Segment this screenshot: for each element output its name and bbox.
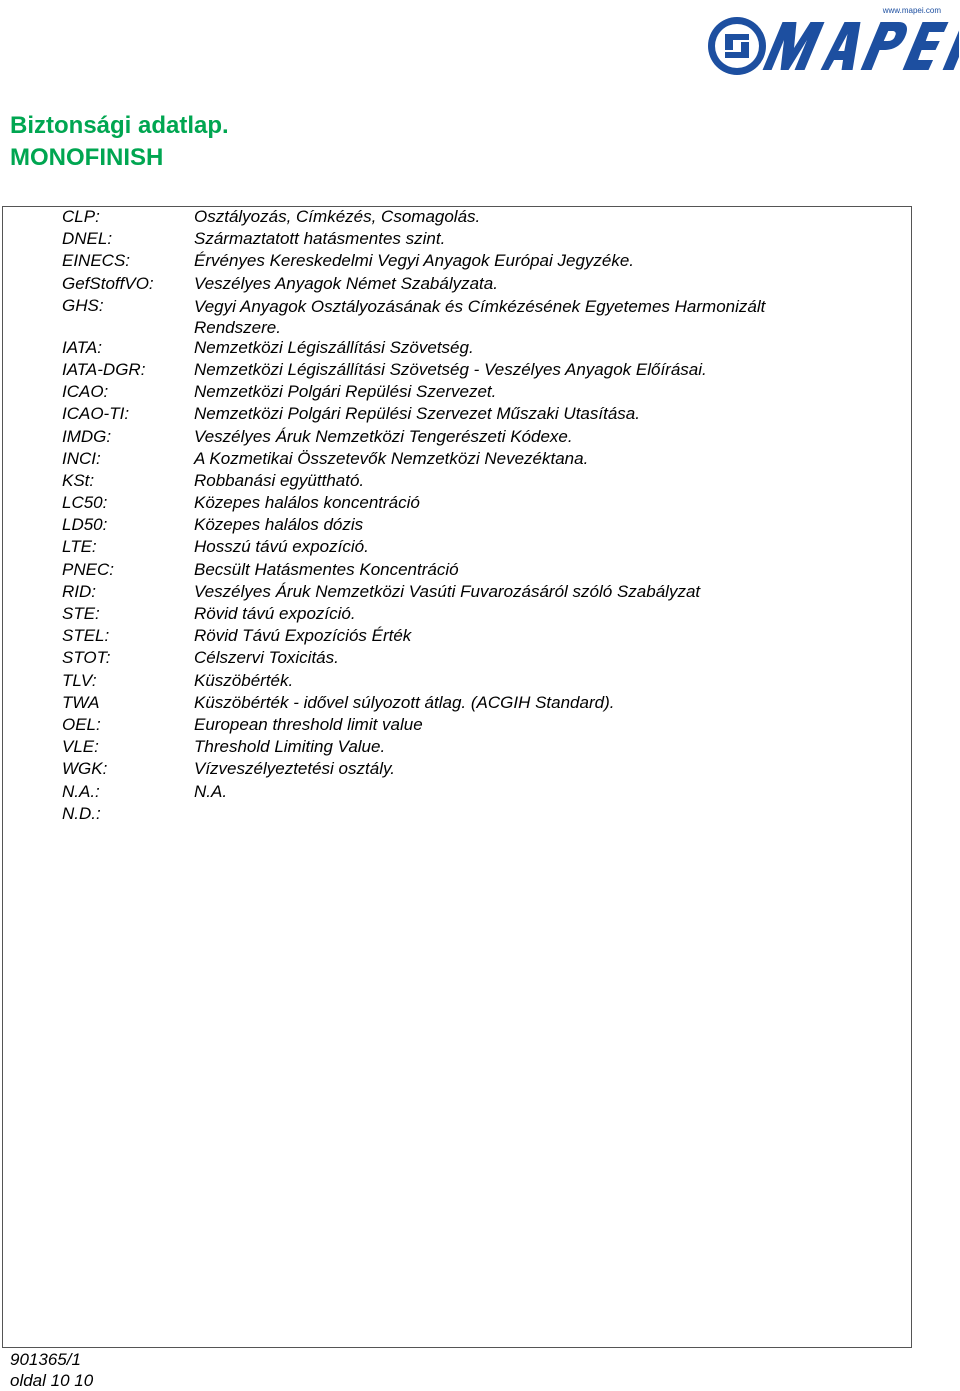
mapei-logo — [697, 4, 959, 77]
definition: Vízveszélyeztetési osztály. — [194, 759, 395, 779]
abbreviation: GHS: — [62, 295, 104, 315]
definition: Threshold Limiting Value. — [194, 737, 386, 757]
definition: Osztályozás, Címkézés, Csomagolás. — [194, 207, 481, 226]
abbreviation: LTE: — [62, 537, 97, 557]
definition: Veszélyes Áruk Nemzetközi Vasúti Fuvarozásáról szóló Szabályzat — [194, 581, 701, 601]
abbreviation: OEL: — [62, 714, 101, 734]
abbreviation: STEL: — [62, 626, 110, 646]
definition: Célszervi Toxicitás. — [194, 648, 339, 668]
definition: European threshold limit value — [194, 714, 423, 734]
abbreviation: STOT: — [62, 648, 111, 668]
document-number: 901365/1 — [10, 1350, 81, 1369]
definition: Nemzetközi Légiszállítási Szövetség. — [194, 337, 474, 357]
abbreviation: TWA — [62, 692, 100, 712]
abbreviation: IATA: — [62, 337, 102, 357]
document-title: Biztonsági adatlap. — [10, 112, 229, 139]
abbreviation: WGK: — [62, 759, 108, 779]
definition: Becsült Hatásmentes Koncentráció — [194, 559, 459, 579]
definition: Veszélyes Anyagok Német Szabályzata. — [194, 273, 498, 293]
definition: Veszélyes Áruk Nemzetközi Tengerészeti Kódexe. — [194, 426, 573, 446]
abbreviation: INCI: — [62, 448, 101, 468]
abbreviation: IMDG: — [62, 426, 112, 446]
definition: Hosszú távú expozíció. — [194, 537, 369, 557]
definition: Rövid távú expozíció. — [194, 604, 356, 623]
abbreviation: DNEL: — [62, 229, 113, 249]
abbreviation: LC50: — [62, 493, 108, 513]
abbreviation: IATA-DGR: — [62, 359, 146, 379]
page-number: oldal 10 10 — [10, 1371, 94, 1390]
abbreviation: N.A.: — [62, 781, 100, 801]
abbreviation: KSt: — [62, 470, 95, 490]
definition: Nemzetközi Légiszállítási Szövetség - Veszélyes Anyagok Előírásai. — [194, 359, 707, 379]
abbreviation: TLV: — [62, 670, 97, 690]
abbreviation: EINECS: — [62, 251, 131, 271]
logo-url-text: www.mapei.com — [882, 6, 941, 15]
abbreviation: GefStoffVO: — [62, 273, 154, 293]
definition: A Kozmetikai Összetevők Nemzetközi Nevezéktana. — [194, 448, 589, 468]
definition: Közepes halálos dózis — [194, 515, 364, 535]
abbreviation: LD50: — [62, 515, 108, 535]
abbreviation: RID: — [62, 581, 96, 601]
abbreviation: ICAO-TI: — [62, 404, 130, 424]
abbreviation: N.D.: — [62, 803, 101, 823]
definition: Érvényes Kereskedelmi Vegyi Anyagok Európai Jegyzéke. — [194, 251, 635, 271]
abbreviation: PNEC: — [62, 559, 114, 579]
definition: N.A. — [194, 781, 228, 801]
definition: Rövid Távú Expozíciós Érték — [194, 626, 412, 646]
definition: Nemzetközi Polgári Repülési Szervezet. — [194, 382, 497, 402]
definition: Közepes halálos koncentráció — [194, 493, 420, 513]
definition: Nemzetközi Polgári Repülési Szervezet Műszaki Utasítása. — [194, 404, 640, 424]
abbreviation: STE: — [62, 604, 100, 623]
definition: Robbanási együttható. — [194, 470, 365, 490]
definition: Származtatott hatásmentes szint. — [194, 229, 446, 249]
definition: Küszöbérték - idővel súlyozott átlag. (ACGIH Standard). — [194, 692, 615, 712]
abbreviation: CLP: — [62, 207, 100, 226]
product-name: MONOFINISH — [10, 144, 164, 171]
abbreviation: ICAO: — [62, 382, 109, 402]
abbreviation: VLE: — [62, 737, 99, 757]
definition: Küszöbérték. — [194, 670, 294, 690]
definition: Vegyi Anyagok Osztályozásának és Címkézésének Egyetemes Harmonizált Rendszere. — [194, 296, 766, 337]
